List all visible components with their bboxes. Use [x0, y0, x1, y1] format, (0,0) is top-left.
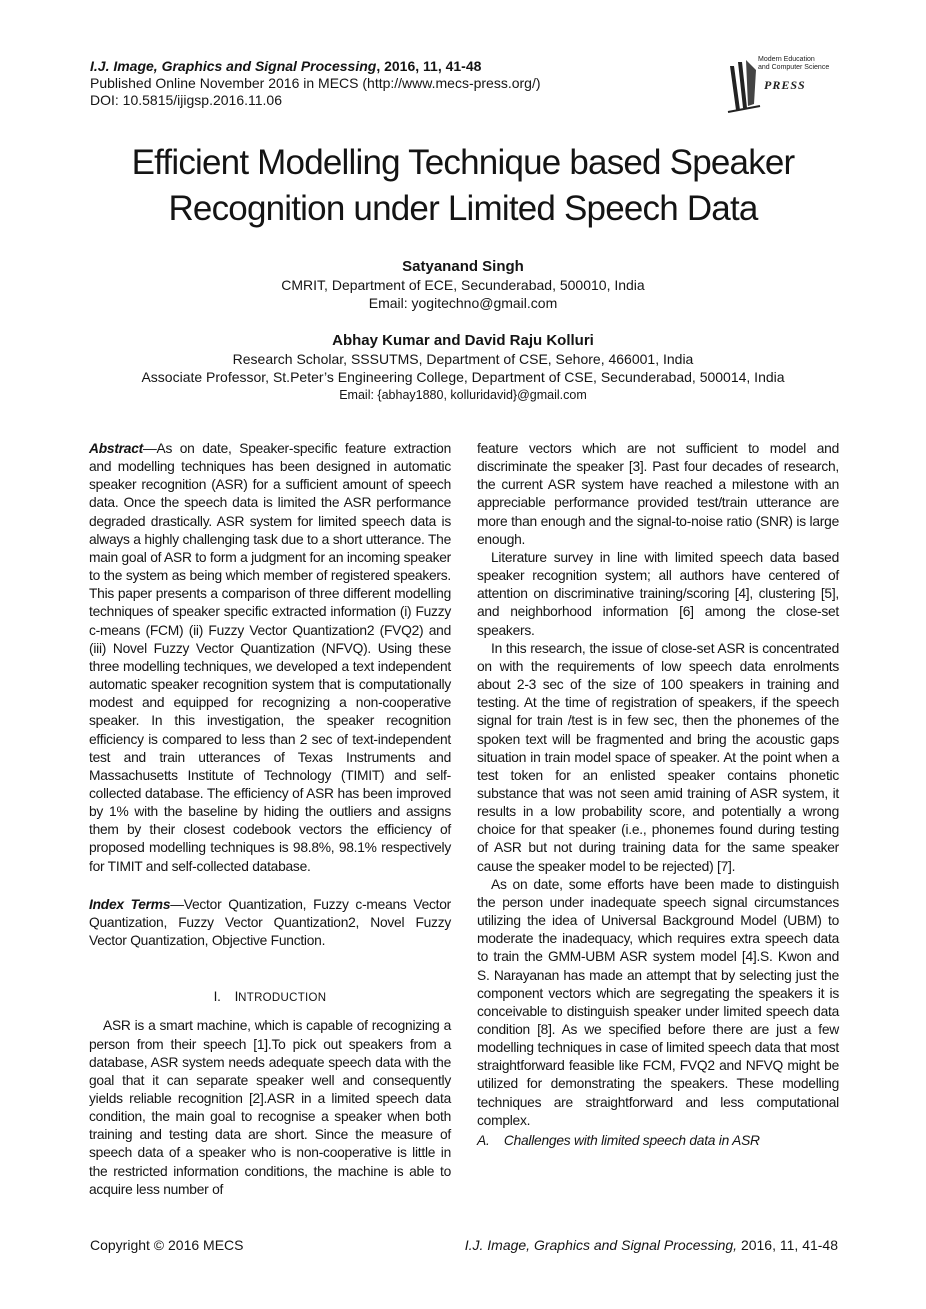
abstract	[89, 440, 451, 876]
footer-journal	[465, 1236, 838, 1254]
abstract-text: —As on date, Speaker-specific feature extraction and modelling techniques has been designed in automatic speaker recognition (ASR) for a sufficient amount of speech data. Once the speech data is limited the ASR performance degraded drastically. ASR system for limited speech data is always a highly challenging task due to a short utterance. The main goal of ASR to form a judgment for an incoming speaker to the system as being which member of registered speakers. This paper presents a comparison of three different modelling techniques of speaker specific extracted information (i) Fuzzy c-means (FCM) (ii) Fuzzy Vector Quantization2 (FVQ2) and (iii) Novel Fuzzy Vector Quantization (NFVQ). Using these three modelling techniques, we developed a text independent automatic speaker recognition system that is computationally modest and equipped for recognizing a non-cooperative speaker. In this investigation, the speaker recognition efficiency is compared to less than 2 sec of text-independent test and train utterances of Texas Instruments and Massachusetts Institute of Technology (TIMIT) and self-collected database. The efficiency of ASR has been improved by 1% with the baseline by hiding the outliers and assigns them by their closest codebook vectors the efficiency of proposed modelling techniques is 98.8%, 98.1% respectively for TIMIT and self-collected database.	[89, 441, 451, 874]
author-1-affiliation: CMRIT, Department of ECE, Secunderabad, 500010, India	[281, 277, 645, 293]
author-2-affiliation-2: Associate Professor, St.Peter’s Engineering College, Department of CSE, Secunderabad, 500014, India	[141, 369, 785, 385]
right-column	[477, 440, 839, 1150]
journal-citation	[90, 58, 690, 75]
index-terms-text: —Vector Quantization, Fuzzy c-means Vector Quantization, Fuzzy Vector Quantization2, Novel Fuzzy Vector Quantization, Objective Function.	[89, 896, 451, 949]
logo-line-2: and Computer Science	[758, 64, 830, 71]
paper-title	[60, 140, 866, 232]
section-heading-introduction	[89, 988, 451, 1007]
paragraph: ASR is a smart machine, which is capable of recognizing a person from their speech [1].To pick out speakers from a database, ASR system needs adequate speech data with the goal that it can separate speaker well and consequently yields reliable recognition [2].ASR in a limited speech data condition, the main goal to recognise a speaker when both training and testing data are short. Since the measure of speech data of a speaker who is non-cooperative is little in the restricted information conditions, the machine is able to acquire less number of	[89, 1018, 451, 1197]
section-title-rest: NTRODUCTION	[238, 992, 327, 1005]
author-2-email: Email: {abhay1880, kolluridavid}@gmail.com	[339, 388, 587, 402]
footer-journal-info: 2016, 11, 41-48	[737, 1237, 838, 1253]
logo-caption	[758, 56, 829, 72]
index-terms-label: Index Terms	[89, 896, 171, 912]
author-2-affiliation-1: Research Scholar, SSSUTMS, Department of CSE, Sehore, 466001, India	[232, 351, 694, 367]
spacer	[89, 876, 451, 896]
paragraph: As on date, some efforts have been made to distinguish the person under inadequate speech signal circumstances utilizing the idea of Universal Background Model (UBM) to moderate the inadequacy, which requires extra speech data to train the GMM-UBM ASR system model [4].S. Kwon and S. Narayanan has made an attempt that by selecting just the component vectors which are segregating the speakers it is conceivable to distinguish speaker under limited speech data condition [8]. As we specified before there are just a few modelling techniques in case of limited speech data that most straightforward feasible like FCM, FVQ2 and NFVQ might be utilized for demonstrating the speakers. These modelling techniques are straightforward and less computational complex.	[477, 876, 839, 1128]
index-terms	[89, 896, 451, 950]
journal-volume: , 2016, 11, 41-48	[376, 58, 482, 74]
author-1-name: Satyanand Singh	[402, 258, 524, 275]
title-line-2: Recognition under Limited Speech Data	[168, 189, 758, 228]
author-1-email: Email: yogitechno@gmail.com	[368, 295, 558, 311]
paragraph: In this research, the issue of close-set ASR is concentrated on with the requirements of low speech data enrolments about 2-3 sec of the size of 100 speakers in training and testing. At the time of registration of speakers, if the speech signal for train /test is in few sec, then the phonemes of the spoken text will be fragmented and bring the acoustic gaps situation in train model space of speaker. At the point when a test token for an enlisted speaker contains phonetic substance that was not seen amid training of ASR system, it results in a low probability score, and potentially a wrong choice for that speaker (i.e., phonemes found during testing of ASR but not during training data for the same speaker cause the speaker model to be rejected) [7].	[477, 640, 839, 874]
author-block-2	[80, 332, 846, 404]
title-line-1: Efficient Modelling Technique based Speaker	[131, 143, 795, 182]
subsection-heading-a: A. Challenges with limited speech data in ASR	[477, 1132, 760, 1148]
left-column	[89, 440, 451, 1199]
books-logo-icon	[726, 52, 762, 114]
spacer	[89, 950, 451, 970]
journal-name: I.J. Image, Graphics and Signal Processing	[90, 58, 377, 74]
paragraph: Literature survey in line with limited speech data based speaker recognition system; all authors have centered of attention on discriminative training/scoring [4], clustering [5], and neighborhood information [6] among the close-set speakers.	[477, 549, 839, 638]
abstract-label: Abstract	[89, 441, 143, 456]
author-block-1	[80, 258, 846, 312]
logo-line-1: Modern Education	[758, 56, 815, 63]
footer-journal-name: I.J. Image, Graphics and Signal Processing,	[464, 1237, 738, 1253]
section-first-letter: I	[234, 989, 239, 1005]
author-2-name: Abhay Kumar and David Raju Kolluri	[332, 332, 594, 349]
paragraph: feature vectors which are not sufficient to model and discriminate the speaker [3]. Past four decades of research, the current ASR system have reached a milestone with an appreciable performance provided test/train utterance are more than enough and the signal-to-noise ratio (SNR) is large enough.	[477, 441, 839, 547]
footer-copyright: Copyright © 2016 MECS	[90, 1237, 244, 1253]
mecs-press-logo	[726, 52, 846, 114]
journal-header	[90, 58, 690, 109]
section-number: I.	[213, 989, 221, 1005]
logo-press: PRESS	[764, 78, 806, 92]
doi-line: DOI: 10.5815/ijigsp.2016.11.06	[90, 92, 282, 108]
publication-line: Published Online November 2016 in MECS (http://www.mecs-press.org/)	[90, 75, 541, 91]
